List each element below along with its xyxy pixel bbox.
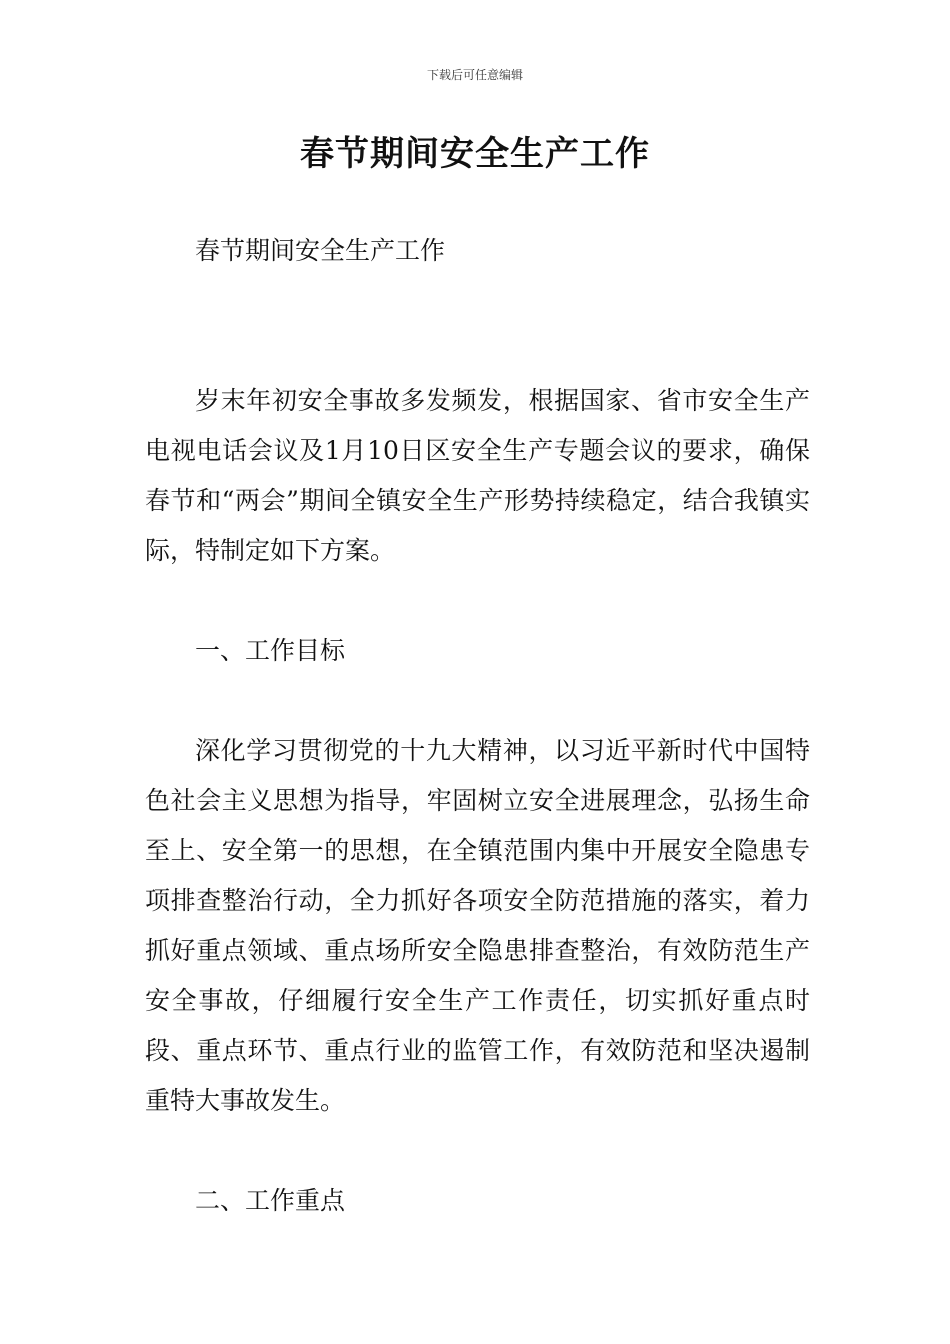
spacer [145, 276, 810, 376]
spacer [145, 676, 810, 726]
header-note: 下载后可任意编辑 [426, 68, 523, 82]
document-title: 春节期间安全生产工作 [300, 134, 650, 174]
spacer [145, 576, 810, 626]
spacer [145, 1126, 810, 1176]
subtitle-paragraph: 春节期间安全生产工作 [195, 236, 446, 265]
section-heading-goals: 一、工作目标 [195, 636, 346, 665]
section-heading-focus: 二、工作重点 [195, 1186, 346, 1215]
intro-paragraph: 岁末年初安全事故多发频发，根据国家、省市安全生产电视电话会议及1月10日区安全生产专题会议的要求，确保春节和“两会”期间全镇安全生产形势持续稳定，结合我镇实际，特制定如下方案。 [145, 386, 810, 565]
goals-paragraph: 深化学习贯彻党的十九大精神，以习近平新时代中国特色社会主义思想为指导，牢固树立安全进展理念，弘扬生命至上、安全第一的思想，在全镇范围内集中开展安全隐患专项排查整治行动，全力抓好各项安全防范措施的落实，着力抓好重点领域、重点场所安全隐患排查整治，有效防范生产安全事故，仔细履行安全生产工作责任，切实抓好重点时段、重点环节、重点行业的监管工作，有效防范和坚决遏制重特大事故发生。 [145, 736, 810, 1115]
document-body [145, 226, 810, 1226]
